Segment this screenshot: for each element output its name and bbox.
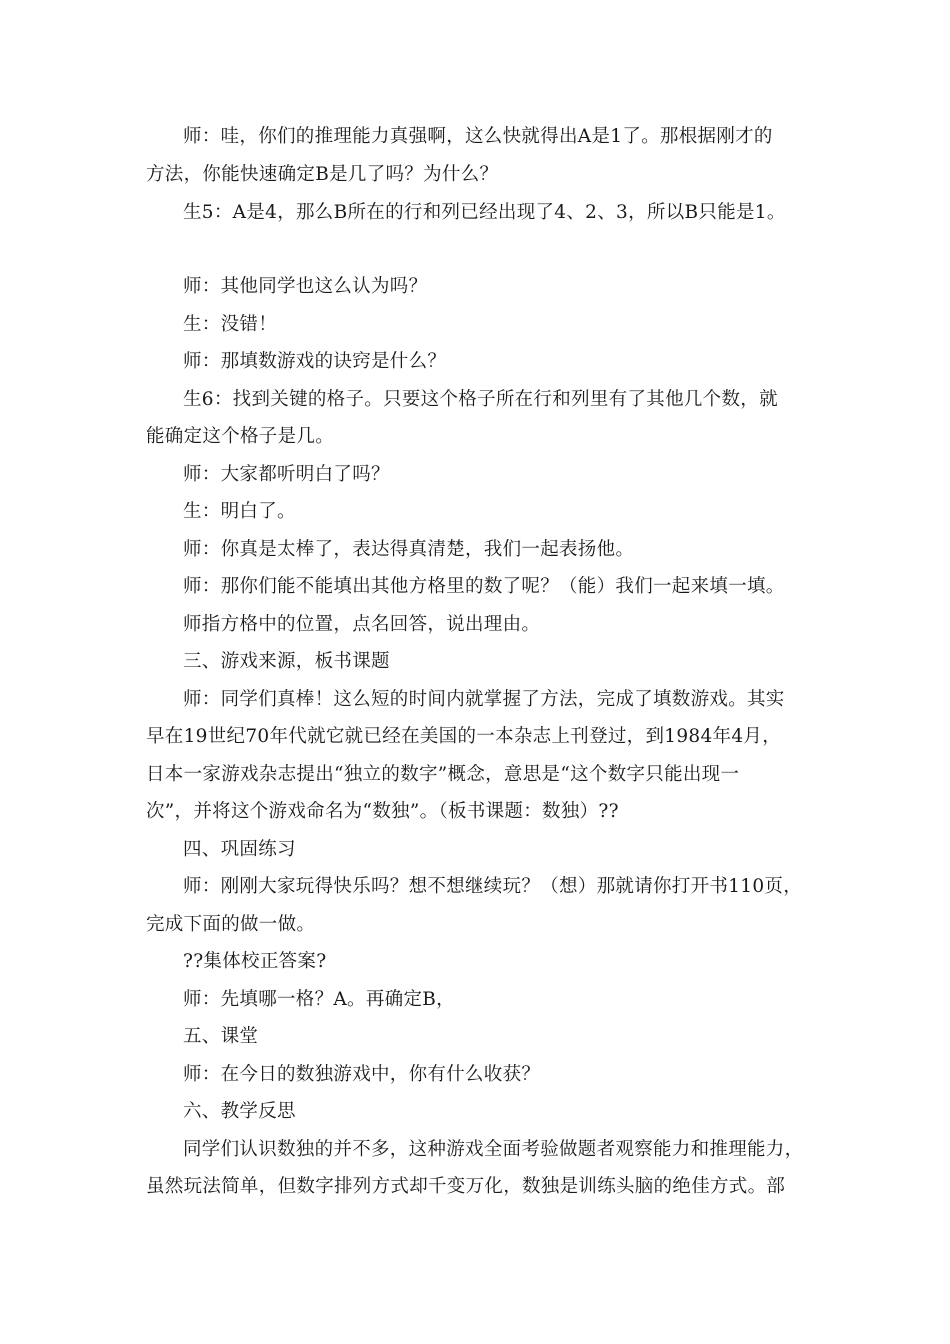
text-line: 师：你真是太棒了，表达得真清楚，我们一起表扬他。 <box>183 539 635 560</box>
text-line: 生：没错！ <box>183 314 278 335</box>
text-line: 师：在今日的数独游戏中，你有什么收获？ <box>183 1064 541 1085</box>
text-line: 日本一家游戏杂志提出“独立的数字”概念，意思是“这个数字只能出现一 <box>146 764 740 785</box>
text-line: 师：哇，你们的推理能力真强啊，这么快就得出A是1了。那根据刚才的 <box>183 126 773 147</box>
text-line: 方法，你能快速确定B是几了吗？为什么？ <box>146 164 499 185</box>
text-line: 次”，并将这个游戏命名为“数独”。（板书课题：数独）?? <box>146 801 619 822</box>
text-line: 生5：A是4，那么B所在的行和列已经出现了4、2、3，所以B只能是1。 <box>183 202 786 223</box>
text-line: 师：先填哪一格？A。再确定B， <box>183 989 455 1010</box>
text-line: 师：那填数游戏的诀窍是什么？ <box>183 351 447 372</box>
section-heading: 四、巩固练习 <box>183 839 296 860</box>
section-heading: 三、游戏来源，板书课题 <box>183 651 390 672</box>
text-line: 师：那你们能不能填出其他方格里的数了呢？（能）我们一起来填一填。 <box>183 576 785 597</box>
text-line: 师：其他同学也这么认为吗？ <box>183 276 428 297</box>
text-line: 早在19世纪70年代就它就已经在美国的一本杂志上刊登过，到1984年4月， <box>146 726 782 747</box>
text-line: ??集体校正答案? <box>183 951 327 972</box>
text-line: 生：明白了。 <box>183 501 296 522</box>
text-line: 同学们认识数独的并不多，这种游戏全面考验做题者观察能力和推理能力， <box>183 1139 804 1160</box>
text-line: 师：大家都听明白了吗？ <box>183 464 390 485</box>
text-line: 师：同学们真棒！这么短的时间内就掌握了方法，完成了填数游戏。其实 <box>183 689 785 710</box>
text-line: 完成下面的做一做。 <box>146 914 316 935</box>
text-line: 师：刚刚大家玩得快乐吗？想不想继续玩？（想）那就请你打开书110页， <box>183 876 803 897</box>
text-line: 能确定这个格子是几。 <box>146 426 335 447</box>
section-heading: 五、课堂 <box>183 1026 259 1047</box>
text-line: 虽然玩法简单，但数字排列方式却千变万化，数独是训练头脑的绝佳方式。部 <box>146 1176 786 1197</box>
text-line: 师指方格中的位置，点名回答，说出理由。 <box>183 614 541 635</box>
text-line: 生6：找到关键的格子。只要这个格子所在行和列里有了其他几个数，就 <box>183 389 778 410</box>
section-heading: 六、教学反思 <box>183 1101 296 1122</box>
